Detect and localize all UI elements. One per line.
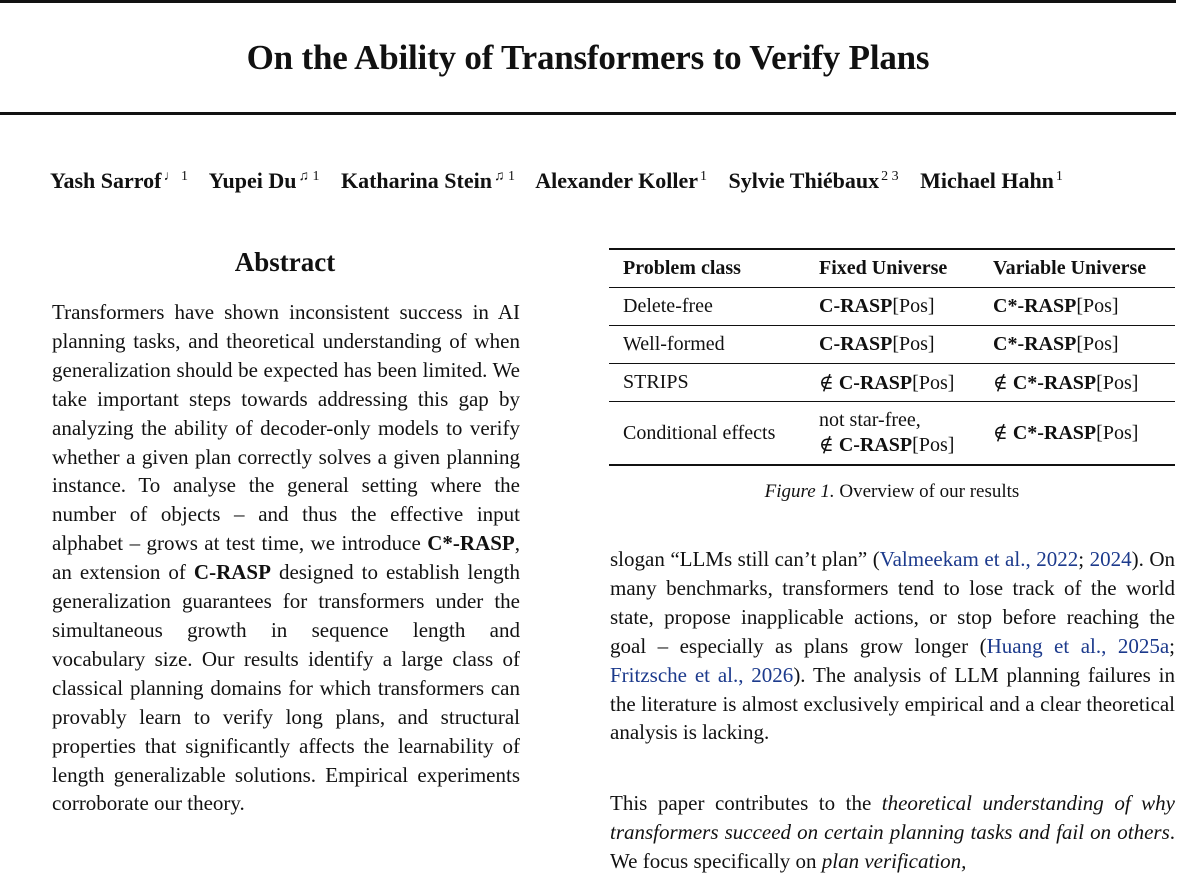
author-affiliation: ♫ 1	[298, 169, 320, 184]
results-table	[609, 248, 1175, 466]
author	[728, 168, 898, 193]
author	[50, 168, 188, 193]
c-star-rasp-term: C*-RASP	[427, 531, 515, 556]
fixed-universe-cell: C-RASP[Pos]	[819, 295, 935, 317]
author-name: Sylvie Thiébaux	[728, 168, 880, 193]
row-label: Delete-free	[623, 295, 713, 317]
paper-title: On the Ability of Transformers to Verify Plans	[246, 38, 930, 77]
figure-label: Figure 1.	[764, 481, 835, 502]
author	[920, 168, 1063, 193]
table-header-row	[609, 249, 1175, 288]
header-problem-class: Problem class	[623, 257, 741, 279]
row-label: Well-formed	[623, 333, 725, 355]
author-affiliation: 1	[699, 169, 707, 184]
abstract-heading: Abstract	[234, 247, 336, 277]
citation-link[interactable]: Fritzsche et al., 2026	[610, 662, 794, 687]
emphasis-text: theoretical understanding of why transformers succeed on certain planning tasks and fail on others	[610, 791, 1175, 844]
author-affiliation: ♫ 1	[493, 169, 515, 184]
author-name: Yupei Du	[208, 168, 297, 193]
top-rule	[0, 0, 1176, 3]
author-name: Katharina Stein	[340, 168, 492, 193]
abstract-text-part: Transformers have shown inconsistent success in AI planning tasks, and theoretical understanding of when generalization should be expected has been limited. We take important steps towards addressing this gap by analyzing the ability of decoder-only models to verify whether a given plan correctly solves a given planning instance. To analyse the general setting where the number of objects – and thus the effective input alphabet – grows at test time, we introduce	[52, 300, 520, 556]
c-rasp-term: C-RASP	[193, 560, 271, 585]
variable-universe-cell: C*-RASP[Pos]	[993, 295, 1119, 317]
author-affiliation: 2 3	[881, 169, 899, 184]
table-row	[609, 402, 1175, 466]
table-row	[609, 288, 1175, 326]
header-variable-universe: Variable Universe	[993, 257, 1147, 279]
citation-link[interactable]: Valmeekam et al., 2022	[879, 547, 1079, 571]
fixed-universe-cell: C-RASP[Pos]	[819, 333, 935, 355]
fixed-universe-cell: not star-free, ∉ C-RASP[Pos]	[819, 409, 955, 456]
figure-caption	[609, 481, 1175, 503]
row-label: STRIPS	[623, 371, 689, 393]
variable-universe-cell: C*-RASP[Pos]	[993, 333, 1119, 355]
citation-link[interactable]: 2024	[1089, 547, 1132, 571]
abstract-text-part: , an extension of	[52, 531, 520, 585]
author-affiliation: 1	[1055, 169, 1063, 184]
variable-universe-cell: ∉ C*-RASP[Pos]	[993, 421, 1139, 444]
header-fixed-universe: Fixed Universe	[819, 257, 948, 279]
table-row	[609, 364, 1175, 402]
abstract-text	[52, 298, 520, 818]
variable-universe-cell: ∉ C*-RASP[Pos]	[993, 372, 1139, 394]
table-row	[609, 326, 1175, 364]
row-label: Conditional effects	[623, 421, 776, 444]
title-rule	[0, 112, 1176, 115]
author-affiliation: ♩ 1	[163, 169, 188, 184]
caption-text: Overview of our results	[834, 481, 1020, 502]
fixed-universe-cell: ∉ C-RASP[Pos]	[819, 372, 955, 394]
emphasis-text: plan verification,	[821, 848, 967, 873]
abstract-text-part: designed to establish length generalization guarantees for transformers under the simultaneous growth in sequence length and vocabulary size. Our results identify a large class of classical planning domains for which transformers can provably learn to verify long plans, and structural properties that significantly affects the learnability of length generalizable solutions. Empirical experiments corroborate our theory.	[52, 560, 521, 816]
author-name: Michael Hahn	[920, 168, 1054, 193]
body-paragraph: This paper contributes to the theoretical understanding of why transformers succeed on certain planning tasks and fail on others. We focus specifically on plan verification,	[610, 791, 1175, 873]
citation-link[interactable]: Huang et al., 2025a	[986, 633, 1170, 658]
author-name: Yash Sarrof	[50, 168, 162, 193]
author	[209, 168, 320, 193]
author	[535, 168, 707, 193]
author	[341, 168, 515, 193]
author-name: Alexander Koller	[535, 168, 698, 193]
author-list	[50, 168, 1180, 194]
body-paragraph: slogan “LLMs still can’t plan” (Valmeekam et al., 2022; 2024). On many benchmarks, transformers tend to lose track of the world state, propose inapplicable actions, or stop before reaching the goal – especially as plans grow longer (Huang et al., 2025a; Fritzsche et al., 2026). The analysis of LLM planning failures in the literature is almost exclusively empirical and a clear theoretical analysis is lacking.	[610, 547, 1175, 745]
